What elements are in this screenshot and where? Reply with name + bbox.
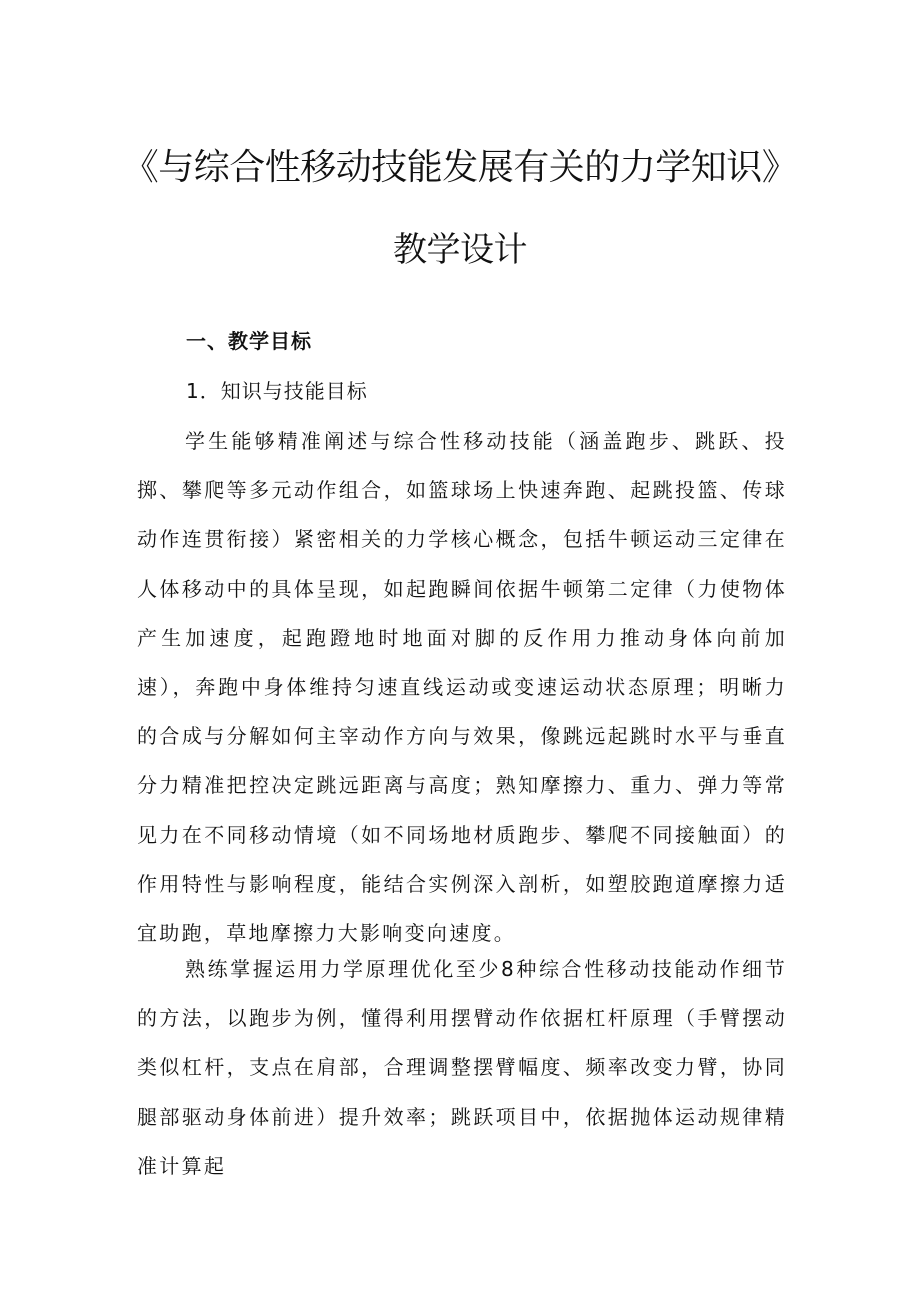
section-heading: 一、教学目标: [186, 329, 312, 353]
body-paragraph-2: 熟练掌握运用力学原理优化至少8种综合性移动技能动作细节的方法，以跑步为例，懂得利用摆臂动作依据杠杆原理（手臂摆动类似杠杆，支点在肩部，合理调整摆臂幅度、频率改变力臂，协同腿部驱动身体前进）提升效率；跳跃项目中，依据抛体运动规律精准计算起: [137, 957, 787, 1178]
subsection-heading: 1．知识与技能目标: [186, 379, 368, 403]
body-paragraph-1: 学生能够精准阐述与综合性移动技能（涵盖跑步、跳跃、投掷、攀爬等多元动作组合，如篮球场上快速奔跑、起跳投篮、传球动作连贯衔接）紧密相关的力学核心概念，包括牛顿运动三定律在人体移动中的具体呈现，如起跑瞬间依据牛顿第二定律（力使物体产生加速度，起跑蹬地时地面对脚的反作用力推动身体向前加速），奔跑中身体维持匀速直线运动或变速运动状态原理；明晰力的合成与分解如何主宰动作方向与效果，像跳远起跳时水平与垂直分力精准把控决定跳远距离与高度；熟知摩擦力、重力、弹力等常见力在不同移动情境（如不同场地材质跑步、攀爬不同接触面）的作用特性与影响程度，能结合实例深入剖析，如塑胶跑道摩擦力适宜助跑，草地摩擦力大影响变向速度。: [137, 429, 787, 946]
document-title: 《与综合性移动技能发展有关的力学知识》: [122, 147, 798, 188]
document-subtitle: 教学设计: [393, 230, 527, 270]
